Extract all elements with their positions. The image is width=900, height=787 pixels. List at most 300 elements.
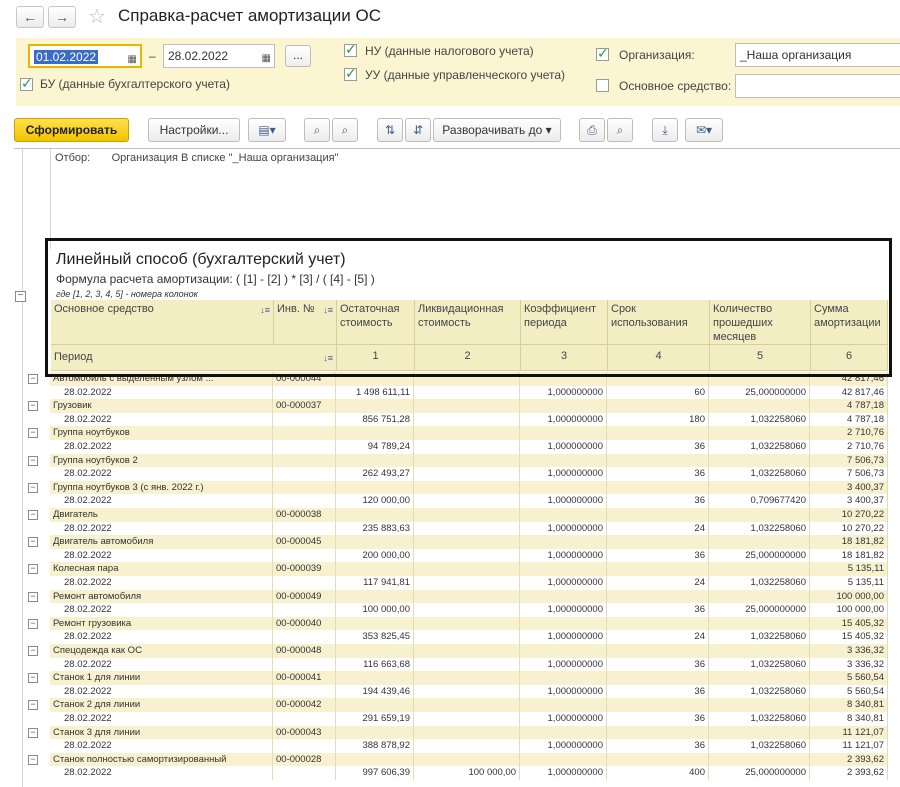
cell-name: Спецодежда как ОС [50, 644, 273, 658]
nu-checkbox[interactable] [344, 44, 357, 57]
cell-residual: 116 663,68 [336, 658, 414, 672]
asset-group-row[interactable] [50, 753, 888, 767]
period-detail-row[interactable] [50, 440, 888, 454]
cell-sum: 7 506,73 [810, 467, 888, 481]
cell-inv [273, 454, 336, 468]
cell-sum: 3 400,37 [810, 494, 888, 508]
cell-term: 24 [607, 630, 709, 644]
cell-coef [520, 644, 607, 658]
cell-coef [520, 562, 607, 576]
cell-sum: 3 336,32 [810, 644, 888, 658]
cell-coef [520, 372, 607, 386]
cell-coef: 1,000000000 [520, 386, 607, 400]
expand-to-label: Разворачивать до [442, 123, 543, 137]
period-detail-row[interactable] [50, 766, 888, 780]
cell-name: Колесная пара [50, 562, 273, 576]
period-detail-row[interactable] [50, 549, 888, 563]
cell-coef: 1,000000000 [520, 712, 607, 726]
cell-sum: 8 340,81 [810, 698, 888, 712]
collapse-button[interactable] [377, 118, 403, 142]
organization-value: _Наша организация [740, 48, 852, 62]
cell-name: 28.02.2022 [50, 739, 273, 753]
arrow-left-icon: ← [23, 9, 37, 25]
cell-coef [520, 399, 607, 413]
cell-name: 28.02.2022 [50, 712, 273, 726]
cell-term [607, 426, 709, 440]
collapse-section-toggle[interactable]: − [15, 291, 26, 302]
asset-group-row[interactable] [50, 481, 888, 495]
cell-sum: 7 506,73 [810, 454, 888, 468]
cell-name: Грузовик [50, 399, 273, 413]
expand-button[interactable] [405, 118, 431, 142]
cell-inv [273, 522, 336, 536]
cell-term [607, 726, 709, 740]
cell-residual: 120 000,00 [336, 494, 414, 508]
cell-sum: 4 787,18 [810, 413, 888, 427]
cell-term [607, 562, 709, 576]
cell-name: Ремонт автомобиля [50, 590, 273, 604]
cell-name: 28.02.2022 [50, 603, 273, 617]
cell-residual [336, 753, 414, 767]
cell-coef [520, 671, 607, 685]
cell-coef: 1,000000000 [520, 603, 607, 617]
print-preview-icon: ⌕ [616, 123, 624, 137]
cell-name: 28.02.2022 [50, 685, 273, 699]
cell-term: 24 [607, 522, 709, 536]
cell-residual: 997 606,39 [336, 766, 414, 780]
expand-rows-icon: ⇵ [412, 123, 424, 137]
cell-name: 28.02.2022 [50, 630, 273, 644]
find-button[interactable] [304, 118, 330, 142]
cell-coef [520, 726, 607, 740]
back-button[interactable] [16, 6, 44, 28]
cell-liq [414, 467, 520, 481]
asset-group-row[interactable] [50, 590, 888, 604]
cell-residual: 353 825,45 [336, 630, 414, 644]
cell-coef: 1,000000000 [520, 630, 607, 644]
cell-term: 400 [607, 766, 709, 780]
cell-months [709, 617, 810, 631]
cell-liq [414, 440, 520, 454]
cell-sum: 11 121,07 [810, 739, 888, 753]
cell-inv [273, 603, 336, 617]
cell-sum: 4 787,18 [810, 399, 888, 413]
cell-coef [520, 617, 607, 631]
cell-months: 0,709677420 [709, 494, 810, 508]
header-term: Срок использования [608, 300, 710, 345]
formula-note: где [1, 2, 3, 4, 5] - номера колонок [56, 289, 198, 299]
collapse-group-toggle[interactable]: − [28, 728, 38, 738]
cell-coef: 1,000000000 [520, 467, 607, 481]
cell-inv: 00-000040 [273, 617, 336, 631]
bu-label: БУ (данные бухгалтерского учета) [40, 77, 230, 91]
cell-coef: 1,000000000 [520, 658, 607, 672]
asset-group-row[interactable] [50, 535, 888, 549]
cell-inv [273, 386, 336, 400]
period-detail-row[interactable] [50, 712, 888, 726]
favorite-star-icon[interactable]: ☆ [88, 6, 106, 28]
otbor-value: Организация В списке "_Наша организация" [111, 152, 339, 164]
search-icon: ⌕ [313, 123, 321, 137]
cell-liq [414, 671, 520, 685]
date-to-field[interactable] [163, 44, 275, 68]
cell-term: 36 [607, 685, 709, 699]
cell-inv: 00-000049 [273, 590, 336, 604]
period-detail-row[interactable] [50, 630, 888, 644]
cell-inv [273, 467, 336, 481]
period-detail-row[interactable] [50, 522, 888, 536]
cell-months: 1,032258060 [709, 522, 810, 536]
collapse-group-toggle[interactable]: − [28, 483, 38, 493]
cell-months [709, 372, 810, 386]
cell-liq [414, 576, 520, 590]
bu-checkbox[interactable] [20, 78, 33, 91]
cell-sum: 10 270,22 [810, 522, 888, 536]
cell-liq [414, 413, 520, 427]
date-separator: – [149, 49, 156, 63]
cell-term: 36 [607, 712, 709, 726]
asset-group-row[interactable] [50, 562, 888, 576]
cell-months [709, 535, 810, 549]
collapse-group-toggle[interactable]: − [28, 673, 38, 683]
cell-inv: 00-000043 [273, 726, 336, 740]
cell-name: Станок 2 для линии [50, 698, 273, 712]
cell-inv [273, 576, 336, 590]
asset-checkbox[interactable] [596, 79, 609, 92]
cell-residual [336, 562, 414, 576]
collapse-group-toggle[interactable]: − [28, 428, 38, 438]
cell-term [607, 535, 709, 549]
cell-months: 1,032258060 [709, 440, 810, 454]
cell-term [607, 481, 709, 495]
cell-sum: 5 560,54 [810, 671, 888, 685]
cell-months: 1,032258060 [709, 467, 810, 481]
cell-inv [273, 413, 336, 427]
period-detail-row[interactable] [50, 467, 888, 481]
cell-residual [336, 508, 414, 522]
cell-name: 28.02.2022 [50, 440, 273, 454]
cell-liq [414, 590, 520, 604]
cell-residual: 100 000,00 [336, 603, 414, 617]
cell-residual: 856 751,28 [336, 413, 414, 427]
cell-sum: 5 135,11 [810, 576, 888, 590]
header-asset[interactable] [51, 300, 274, 345]
cell-sum: 3 336,32 [810, 658, 888, 672]
report-variant-icon: ▤▾ [258, 123, 276, 137]
cell-months: 1,032258060 [709, 658, 810, 672]
cell-sum: 2 393,62 [810, 766, 888, 780]
col-number-6: 6 [811, 345, 888, 371]
gutter-line [50, 149, 51, 249]
printer-icon: ⎙ [587, 123, 597, 137]
cell-coef: 1,000000000 [520, 576, 607, 590]
cell-liq [414, 644, 520, 658]
col-number-3: 3 [521, 345, 608, 371]
collapse-group-toggle[interactable]: − [28, 537, 38, 547]
gutter-line [22, 149, 23, 787]
organization-label: Организация: [619, 48, 695, 62]
cell-months [709, 399, 810, 413]
cell-inv: 00-000037 [273, 399, 336, 413]
header-sum: Сумма амортизации [811, 300, 888, 345]
cell-liq [414, 562, 520, 576]
collapse-group-toggle[interactable]: − [28, 456, 38, 466]
period-detail-row[interactable] [50, 603, 888, 617]
asset-group-row[interactable] [50, 372, 888, 386]
cell-term: 36 [607, 658, 709, 672]
cell-term: 180 [607, 413, 709, 427]
cell-term [607, 671, 709, 685]
cell-liq [414, 739, 520, 753]
cell-name: 28.02.2022 [50, 549, 273, 563]
period-detail-row[interactable] [50, 494, 888, 508]
cell-coef [520, 454, 607, 468]
cell-months: 1,032258060 [709, 576, 810, 590]
calendar-icon[interactable]: ▦ [261, 53, 271, 64]
cell-term: 36 [607, 739, 709, 753]
cell-inv [273, 549, 336, 563]
cell-inv [273, 481, 336, 495]
period-detail-row[interactable] [50, 413, 888, 427]
date-from-field[interactable] [28, 44, 142, 68]
collapse-rows-icon: ⇅ [384, 123, 396, 137]
cell-term: 36 [607, 440, 709, 454]
collapse-group-toggle[interactable]: − [28, 619, 38, 629]
period-detail-row[interactable] [50, 386, 888, 400]
col-number-4: 4 [608, 345, 710, 371]
cell-sum: 10 270,22 [810, 508, 888, 522]
asset-group-row[interactable] [50, 399, 888, 413]
cell-name: 28.02.2022 [50, 766, 273, 780]
cell-coef: 1,000000000 [520, 413, 607, 427]
cell-sum: 100 000,00 [810, 603, 888, 617]
cell-term: 24 [607, 576, 709, 590]
cell-residual: 94 789,24 [336, 440, 414, 454]
date-to-value: 28.02.2022 [168, 49, 229, 63]
cell-inv [273, 739, 336, 753]
cell-months: 25,000000000 [709, 549, 810, 563]
search-next-icon: ⌕ [341, 123, 349, 137]
organization-checkbox[interactable] [596, 48, 609, 61]
calendar-icon[interactable]: ▦ [127, 54, 137, 65]
cell-inv: 00-000039 [273, 562, 336, 576]
date-from-value: 01.02.2022 [36, 50, 97, 64]
cell-liq [414, 603, 520, 617]
preview-button[interactable] [607, 118, 633, 142]
cell-term [607, 698, 709, 712]
sort-icon[interactable]: ↓≡ [323, 353, 333, 363]
section-title: Линейный способ (бухгалтерский учет) [56, 251, 346, 268]
cell-term [607, 753, 709, 767]
sort-icon[interactable]: ↓≡ [323, 305, 333, 315]
cell-months [709, 644, 810, 658]
period-detail-row[interactable] [50, 576, 888, 590]
cell-coef: 1,000000000 [520, 549, 607, 563]
cell-residual: 291 659,19 [336, 712, 414, 726]
cell-name: 28.02.2022 [50, 386, 273, 400]
header-residual: Остаточная стоимость [337, 300, 415, 345]
generate-button[interactable]: Сформировать [14, 118, 129, 142]
find-next-button[interactable] [332, 118, 358, 142]
cell-months [709, 726, 810, 740]
cell-months [709, 426, 810, 440]
cell-sum: 18 181,82 [810, 549, 888, 563]
cell-months [709, 698, 810, 712]
asset-group-row[interactable] [50, 426, 888, 440]
cell-inv [273, 494, 336, 508]
cell-term [607, 617, 709, 631]
forward-button[interactable] [48, 6, 76, 28]
asset-group-row[interactable] [50, 454, 888, 468]
cell-coef [520, 481, 607, 495]
cell-liq [414, 481, 520, 495]
header-liquidation: Ликвидационная стоимость [415, 300, 521, 345]
cell-inv [273, 658, 336, 672]
cell-liq [414, 494, 520, 508]
cell-months [709, 508, 810, 522]
nu-label: НУ (данные налогового учета) [365, 44, 534, 58]
title-bar [0, 0, 900, 34]
page-title: Справка-расчет амортизации ОС [118, 6, 381, 25]
cell-term [607, 644, 709, 658]
header-months: Количество прошедших месяцев [710, 300, 811, 345]
asset-group-row[interactable] [50, 644, 888, 658]
cell-sum: 100 000,00 [810, 590, 888, 604]
cell-months: 25,000000000 [709, 766, 810, 780]
cell-term [607, 454, 709, 468]
cell-liq [414, 712, 520, 726]
cell-name: 28.02.2022 [50, 467, 273, 481]
cell-inv [273, 685, 336, 699]
expand-to-dropdown[interactable] [433, 118, 561, 142]
collapse-group-toggle[interactable]: − [28, 646, 38, 656]
collapse-group-toggle[interactable]: − [28, 564, 38, 574]
asset-group-row[interactable] [50, 508, 888, 522]
cell-coef [520, 590, 607, 604]
settings-button[interactable]: Настройки... [148, 118, 240, 142]
cell-residual: 194 439,46 [336, 685, 414, 699]
cell-residual [336, 698, 414, 712]
cell-liq [414, 698, 520, 712]
cell-residual [336, 726, 414, 740]
cell-name: Двигатель [50, 508, 273, 522]
cell-inv: 00-000041 [273, 671, 336, 685]
cell-sum: 18 181,82 [810, 535, 888, 549]
sort-icon[interactable]: ↓≡ [260, 305, 270, 315]
cell-coef [520, 508, 607, 522]
cell-liq [414, 658, 520, 672]
cell-name: Станок 3 для линии [50, 726, 273, 740]
cell-residual: 200 000,00 [336, 549, 414, 563]
cell-sum: 15 405,32 [810, 617, 888, 631]
cell-liq [414, 508, 520, 522]
cell-coef [520, 753, 607, 767]
cell-liq [414, 617, 520, 631]
collapse-group-toggle[interactable]: − [28, 374, 38, 384]
cell-coef [520, 535, 607, 549]
cell-sum: 8 340,81 [810, 712, 888, 726]
header-period[interactable] [51, 345, 337, 371]
cell-months [709, 481, 810, 495]
cell-inv [273, 712, 336, 726]
cell-liq [414, 753, 520, 767]
col-number-5: 5 [710, 345, 811, 371]
uu-checkbox[interactable] [344, 68, 357, 81]
asset-group-row[interactable] [50, 671, 888, 685]
cell-months: 1,032258060 [709, 630, 810, 644]
variants-button[interactable] [248, 118, 286, 142]
cell-months [709, 753, 810, 767]
cell-residual [336, 617, 414, 631]
asset-group-row[interactable] [50, 617, 888, 631]
asset-field[interactable] [735, 74, 900, 98]
cell-months [709, 590, 810, 604]
cell-name: Группа ноутбуков 3 (с янв. 2022 г.) [50, 481, 273, 495]
asset-group-row[interactable] [50, 698, 888, 712]
cell-inv: 00-000048 [273, 644, 336, 658]
send-email-button[interactable] [685, 118, 723, 142]
cell-residual: 117 941,81 [336, 576, 414, 590]
period-detail-row[interactable] [50, 739, 888, 753]
cell-name: 28.02.2022 [50, 576, 273, 590]
cell-inv: 00-000028 [273, 753, 336, 767]
organization-field[interactable] [735, 43, 900, 67]
cell-months: 1,032258060 [709, 739, 810, 753]
period-detail-row[interactable] [50, 685, 888, 699]
cell-coef: 1,000000000 [520, 522, 607, 536]
cell-sum: 3 400,37 [810, 481, 888, 495]
cell-months: 25,000000000 [709, 386, 810, 400]
cell-coef: 1,000000000 [520, 739, 607, 753]
save-button[interactable] [652, 118, 678, 142]
period-detail-row[interactable] [50, 658, 888, 672]
cell-coef: 1,000000000 [520, 440, 607, 454]
cell-months [709, 562, 810, 576]
cell-residual [336, 372, 414, 386]
cell-residual: 388 878,92 [336, 739, 414, 753]
collapse-group-toggle[interactable]: − [28, 510, 38, 520]
cell-term: 36 [607, 603, 709, 617]
arrow-right-icon: → [55, 9, 69, 25]
col-number-1: 1 [337, 345, 415, 371]
cell-term [607, 590, 709, 604]
asset-group-row[interactable] [50, 726, 888, 740]
collapse-group-toggle[interactable]: − [28, 592, 38, 602]
cell-liq [414, 630, 520, 644]
cell-name: Станок 1 для линии [50, 671, 273, 685]
envelope-icon: ✉▾ [695, 123, 713, 137]
print-button[interactable] [579, 118, 605, 142]
cell-liq [414, 549, 520, 563]
collapse-group-toggle[interactable]: − [28, 401, 38, 411]
cell-name: 28.02.2022 [50, 522, 273, 536]
header-coef: Коэффициент периода [521, 300, 608, 345]
cell-name: Ремонт грузовика [50, 617, 273, 631]
otbor-line [55, 152, 339, 164]
cell-liq [414, 685, 520, 699]
cell-inv [273, 426, 336, 440]
cell-name: 28.02.2022 [50, 413, 273, 427]
cell-inv: 00-000044 [273, 372, 336, 386]
cell-residual [336, 590, 414, 604]
collapse-group-toggle[interactable]: − [28, 755, 38, 765]
select-period-button[interactable]: ... [285, 45, 311, 67]
cell-coef [520, 426, 607, 440]
cell-residual: 235 883,63 [336, 522, 414, 536]
header-inv[interactable] [274, 300, 337, 345]
header-period-label: Период [54, 351, 93, 363]
collapse-group-toggle[interactable]: − [28, 700, 38, 710]
